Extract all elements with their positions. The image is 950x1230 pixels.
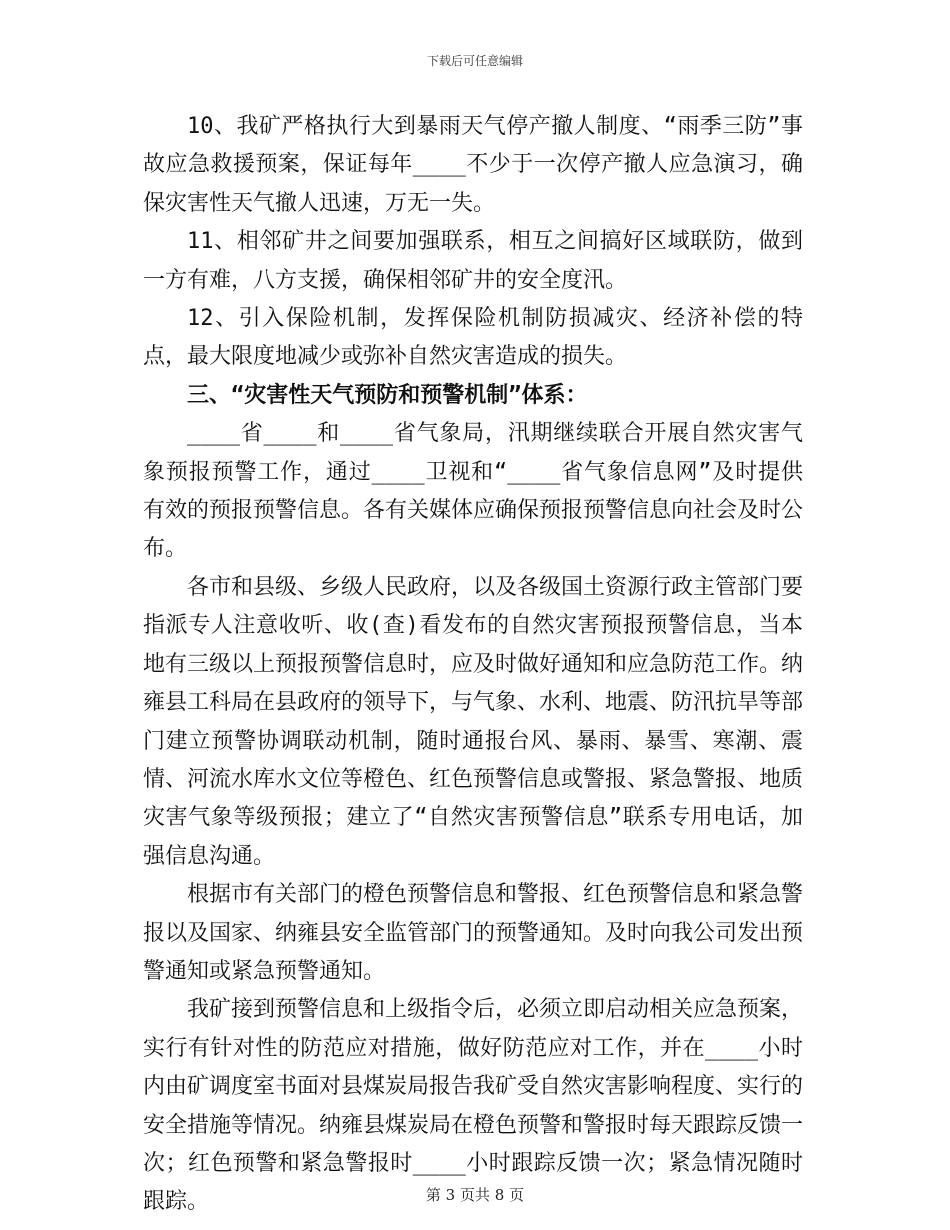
paragraph-item-11: 11、相邻矿井之间要加强联系，相互之间搞好区域联防，做到一方有难，八方支援，确保相邻矿井的安全度汛。: [143, 229, 803, 293]
page-header: 下载后可任意编辑: [426, 54, 523, 68]
paragraph-government: 各市和县级、乡级人民政府，以及各级国土资源行政主管部门要指派专人注意收听、收(查)看发布的自然灾害预报预警信息，当本地有三级以上预报预警信息时，应及时做好通知和应急防范工作。纳雍县工科局在县政府的领导下，与气象、水利、地震、防汛抗旱等部门建立预警协调联动机制，随时通报台风、暴雨、暴雪、寒潮、震情、河流水库水文位等橙色、红色预警信息或警报、紧急警报、地质灾害气象等级预报；建立了“自然灾害预警信息”联系专用电话，加强信息沟通。: [143, 574, 804, 869]
document-body: [143, 108, 803, 1222]
paragraph-item-12: 12、引入保险机制，发挥保险机制防损减灾、经济补偿的特点，最大限度地减少或弥补自然灾害造成的损失。: [143, 306, 803, 370]
paragraph-item-10: 10、我矿严格执行大到暴雨天气停产撤人制度、“雨季三防”事故应急救援预案，保证每年____不少于一次停产撤人应急演习，确保灾害性天气撤人迅速，万无一失。: [143, 114, 803, 216]
paragraph-weather-bureau: ____省____和____省气象局，汛期继续联合开展自然灾害气象预报预警工作，通过____卫视和“____省气象信息网”及时提供有效的预报预警信息。各有关媒体应确保预报预警信息向社会及时公布。: [143, 421, 804, 562]
page-footer: 第 3 页共 8 页: [425, 1186, 525, 1204]
paragraph-response: 我矿接到预警信息和上级指令后，必须立即启动相关应急预案，实行有针对性的防范应对措施，做好防范应对工作，并在____小时内由矿调度室书面对县煤炭局报告我矿受自然灾害影响程度、实行的安全措施等情况。纳雍县煤炭局在橙色预警和警报时每天跟踪反馈一次；红色预警和紧急警报时____小时跟踪反馈一次；紧急情况随时跟踪。: [143, 997, 804, 1215]
paragraph-warning-notice: 根据市有关部门的橙色预警信息和警报、红色预警信息和紧急警报以及国家、纳雍县安全监管部门的预警通知。及时向我公司发出预警通知或紧急预警通知。: [143, 882, 804, 984]
section-heading: 三、“灾害性天气预防和预警机制”体系：: [187, 382, 588, 408]
